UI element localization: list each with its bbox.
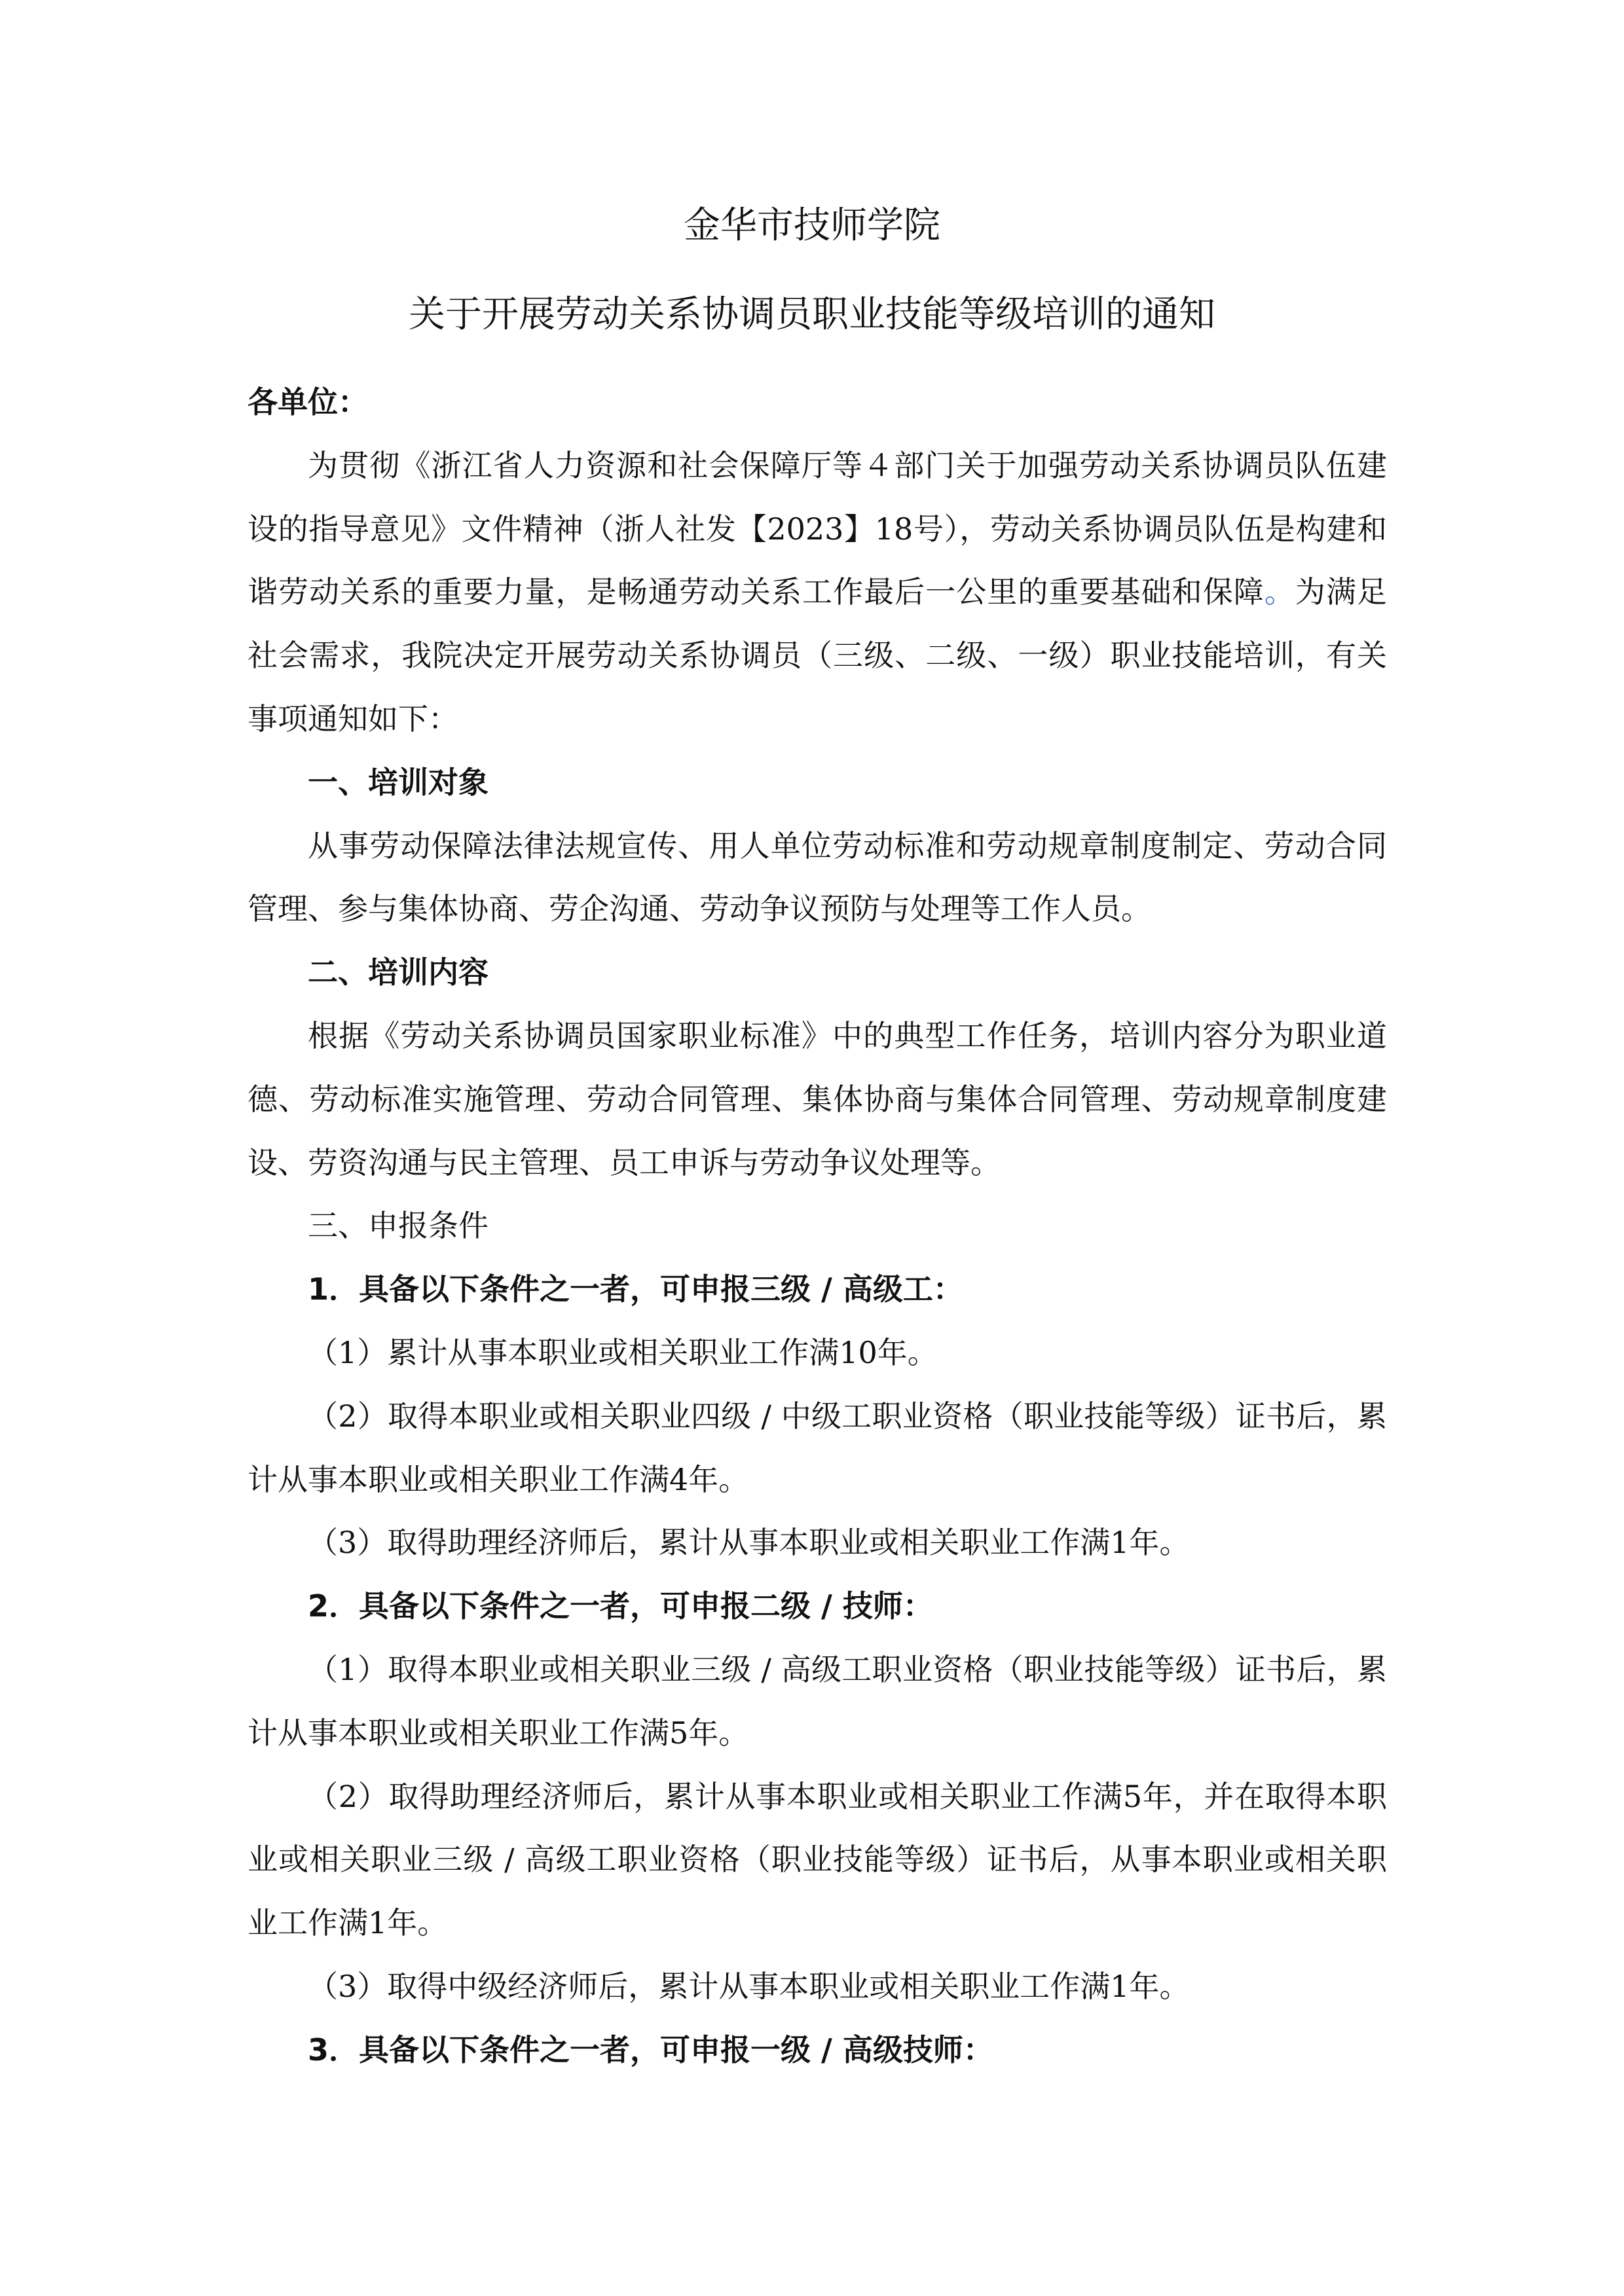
intro-text-part1: 为贯彻《浙江省人力资源和社会保障厅等４部门关于加强劳动关系协调员队伍建设的指导意见》文件精神（浙人社发【2023】18号），劳动关系协调员队伍是构建和谐劳动关系的重要力量，是畅通劳动关系工作最后一公里的重要基础和保障 <box>248 447 1387 610</box>
document-title-subject: 关于开展劳动关系协调员职业技能等级培训的通知 <box>409 293 1215 336</box>
condition2-item-2: （2）取得助理经济师后，累计从事本职业或相关职业工作满5年，并在取得本职业或相关职业三级 / 高级工职业资格（职业技能等级）证书后，从事本职业或相关职业工作满1年。 <box>248 1778 1387 1941</box>
section3-heading: 三、申报条件 <box>308 1208 489 1244</box>
condition3-heading: 3．具备以下条件之一者，可申报一级 / 高级技师： <box>308 2032 993 2068</box>
section2-heading: 二、培训内容 <box>308 955 489 991</box>
condition2-item-1: （1）取得本职业或相关职业三级 / 高级工职业资格（职业技能等级）证书后，累计从事本职业或相关职业工作满5年。 <box>248 1651 1387 1751</box>
intro-text-part2: 为满足社会需求，我院决定开展劳动关系协调员（三级、二级、一级）职业技能培训，有关事项通知如下： <box>248 574 1388 737</box>
condition1-item-2: （2）取得本职业或相关职业四级 / 中级工职业资格（职业技能等级）证书后，累计从事本职业或相关职业工作满4年。 <box>248 1398 1387 1497</box>
salutation: 各单位： <box>248 384 368 420</box>
condition2-item-3: （3）取得中级经济师后，累计从事本职业或相关职业工作满1年。 <box>308 1968 1190 2004</box>
intro-accent-dot: 。 <box>1264 574 1295 610</box>
section1-heading: 一、培训对象 <box>308 764 489 800</box>
section2-text: 根据《劳动关系协调员国家职业标准》中的典型工作任务，培训内容分为职业道德、劳动标准实施管理、劳动合同管理、集体协商与集体合同管理、劳动规章制度建设、劳资沟通与民主管理、员工申诉与劳动争议处理等。 <box>248 1017 1387 1180</box>
document-title-institution: 金华市技师学院 <box>684 204 940 247</box>
document-body <box>248 371 1387 2082</box>
condition1-item-3: （3）取得助理经济师后，累计从事本职业或相关职业工作满1年。 <box>308 1525 1190 1561</box>
intro-paragraph <box>248 434 1387 751</box>
condition2-heading: 2．具备以下条件之一者，可申报二级 / 技师： <box>308 1588 933 1624</box>
condition1-heading: 1．具备以下条件之一者，可申报三级 / 高级工： <box>308 1271 963 1307</box>
condition1-item-1: （1）累计从事本职业或相关职业工作满10年。 <box>308 1334 938 1370</box>
section1-text: 从事劳动保障法律法规宣传、用人单位劳动标准和劳动规章制度制定、劳动合同管理、参与集体协商、劳企沟通、劳动争议预防与处理等工作人员。 <box>248 828 1387 927</box>
